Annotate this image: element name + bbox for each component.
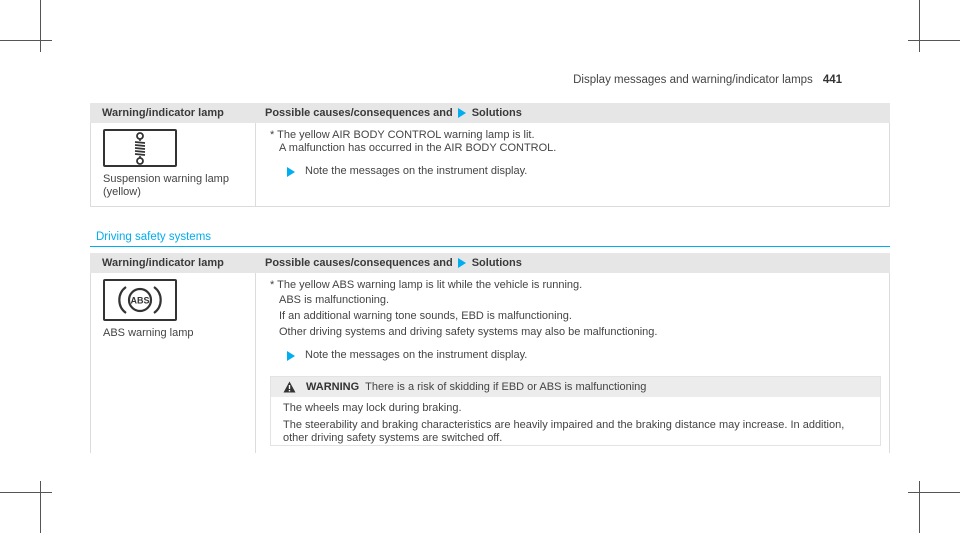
action-step: Note the messages on the instrument display.: [287, 165, 889, 178]
cause-text: ABS is malfunctioning.: [279, 294, 390, 306]
table-header: [90, 253, 890, 273]
cause-text: If an additional warning tone sounds, EBD is malfunctioning.: [279, 310, 572, 322]
suspension-table: [90, 103, 890, 207]
cause-text: Other driving systems and driving safety systems may also be malfunctioning.: [279, 326, 658, 338]
arrow-right-icon: [287, 167, 295, 177]
action-step: Note the messages on the instrument display.: [287, 349, 889, 362]
header-title: Display messages and warning/indicator lamps: [573, 74, 813, 86]
crop-mark: [908, 40, 960, 41]
arrow-right-icon: [287, 351, 295, 361]
lamp-cell: [91, 273, 256, 453]
warning-triangle-icon: [283, 381, 296, 393]
table-row: [90, 123, 890, 207]
warning-box: [270, 376, 881, 446]
cause-text: * The yellow AIR BODY CONTROL warning lamp is lit.: [270, 129, 535, 141]
lamp-label: Suspension warning lamp: [103, 173, 229, 185]
abs-table: [90, 253, 890, 453]
page-number: 441: [822, 74, 842, 86]
lamp-label: ABS warning lamp: [103, 327, 194, 339]
warning-title: There is a risk of skidding if EBD or ABS is malfunctioning: [365, 380, 647, 393]
cause-text: A malfunction has occurred in the AIR BODY CONTROL.: [279, 142, 557, 154]
crop-mark: [0, 492, 52, 493]
causes-cell: [256, 123, 889, 206]
warning-label: WARNING: [306, 380, 360, 393]
arrow-right-icon: [458, 258, 466, 268]
abs-icon-text: ABS: [130, 295, 150, 306]
crop-mark: [40, 481, 41, 533]
crop-mark: [908, 492, 960, 493]
abs-warning-icon: [103, 279, 177, 321]
col-header-lamp: Warning/indicator lamp: [102, 257, 224, 269]
suspension-warning-icon: [103, 129, 177, 167]
col-header-causes: Possible causes/consequences and Solutions: [265, 257, 522, 269]
arrow-right-icon: [458, 108, 466, 118]
lamp-label-color: (yellow): [103, 186, 141, 198]
crop-mark: [40, 0, 41, 52]
section-title: Driving safety systems: [96, 231, 212, 243]
cause-text: * The yellow ABS warning lamp is lit while the vehicle is running.: [270, 279, 583, 291]
warning-header: [271, 377, 880, 397]
warning-body: The wheels may lock during braking. The steerability and braking characteristics are heavily impaired and the braking distance may increase. In addition, other driving safety systems are switched off.: [283, 402, 845, 444]
causes-cell: [256, 273, 889, 453]
table-row: [90, 273, 890, 453]
section-divider: [90, 246, 890, 247]
table-header: [90, 103, 890, 123]
lamp-cell: [91, 123, 256, 206]
crop-mark: [919, 0, 920, 52]
crop-mark: [919, 481, 920, 533]
running-header: [573, 74, 842, 86]
col-header-lamp: Warning/indicator lamp: [102, 107, 224, 119]
crop-mark: [0, 40, 52, 41]
col-header-causes: Possible causes/consequences and Solutions: [265, 107, 522, 119]
